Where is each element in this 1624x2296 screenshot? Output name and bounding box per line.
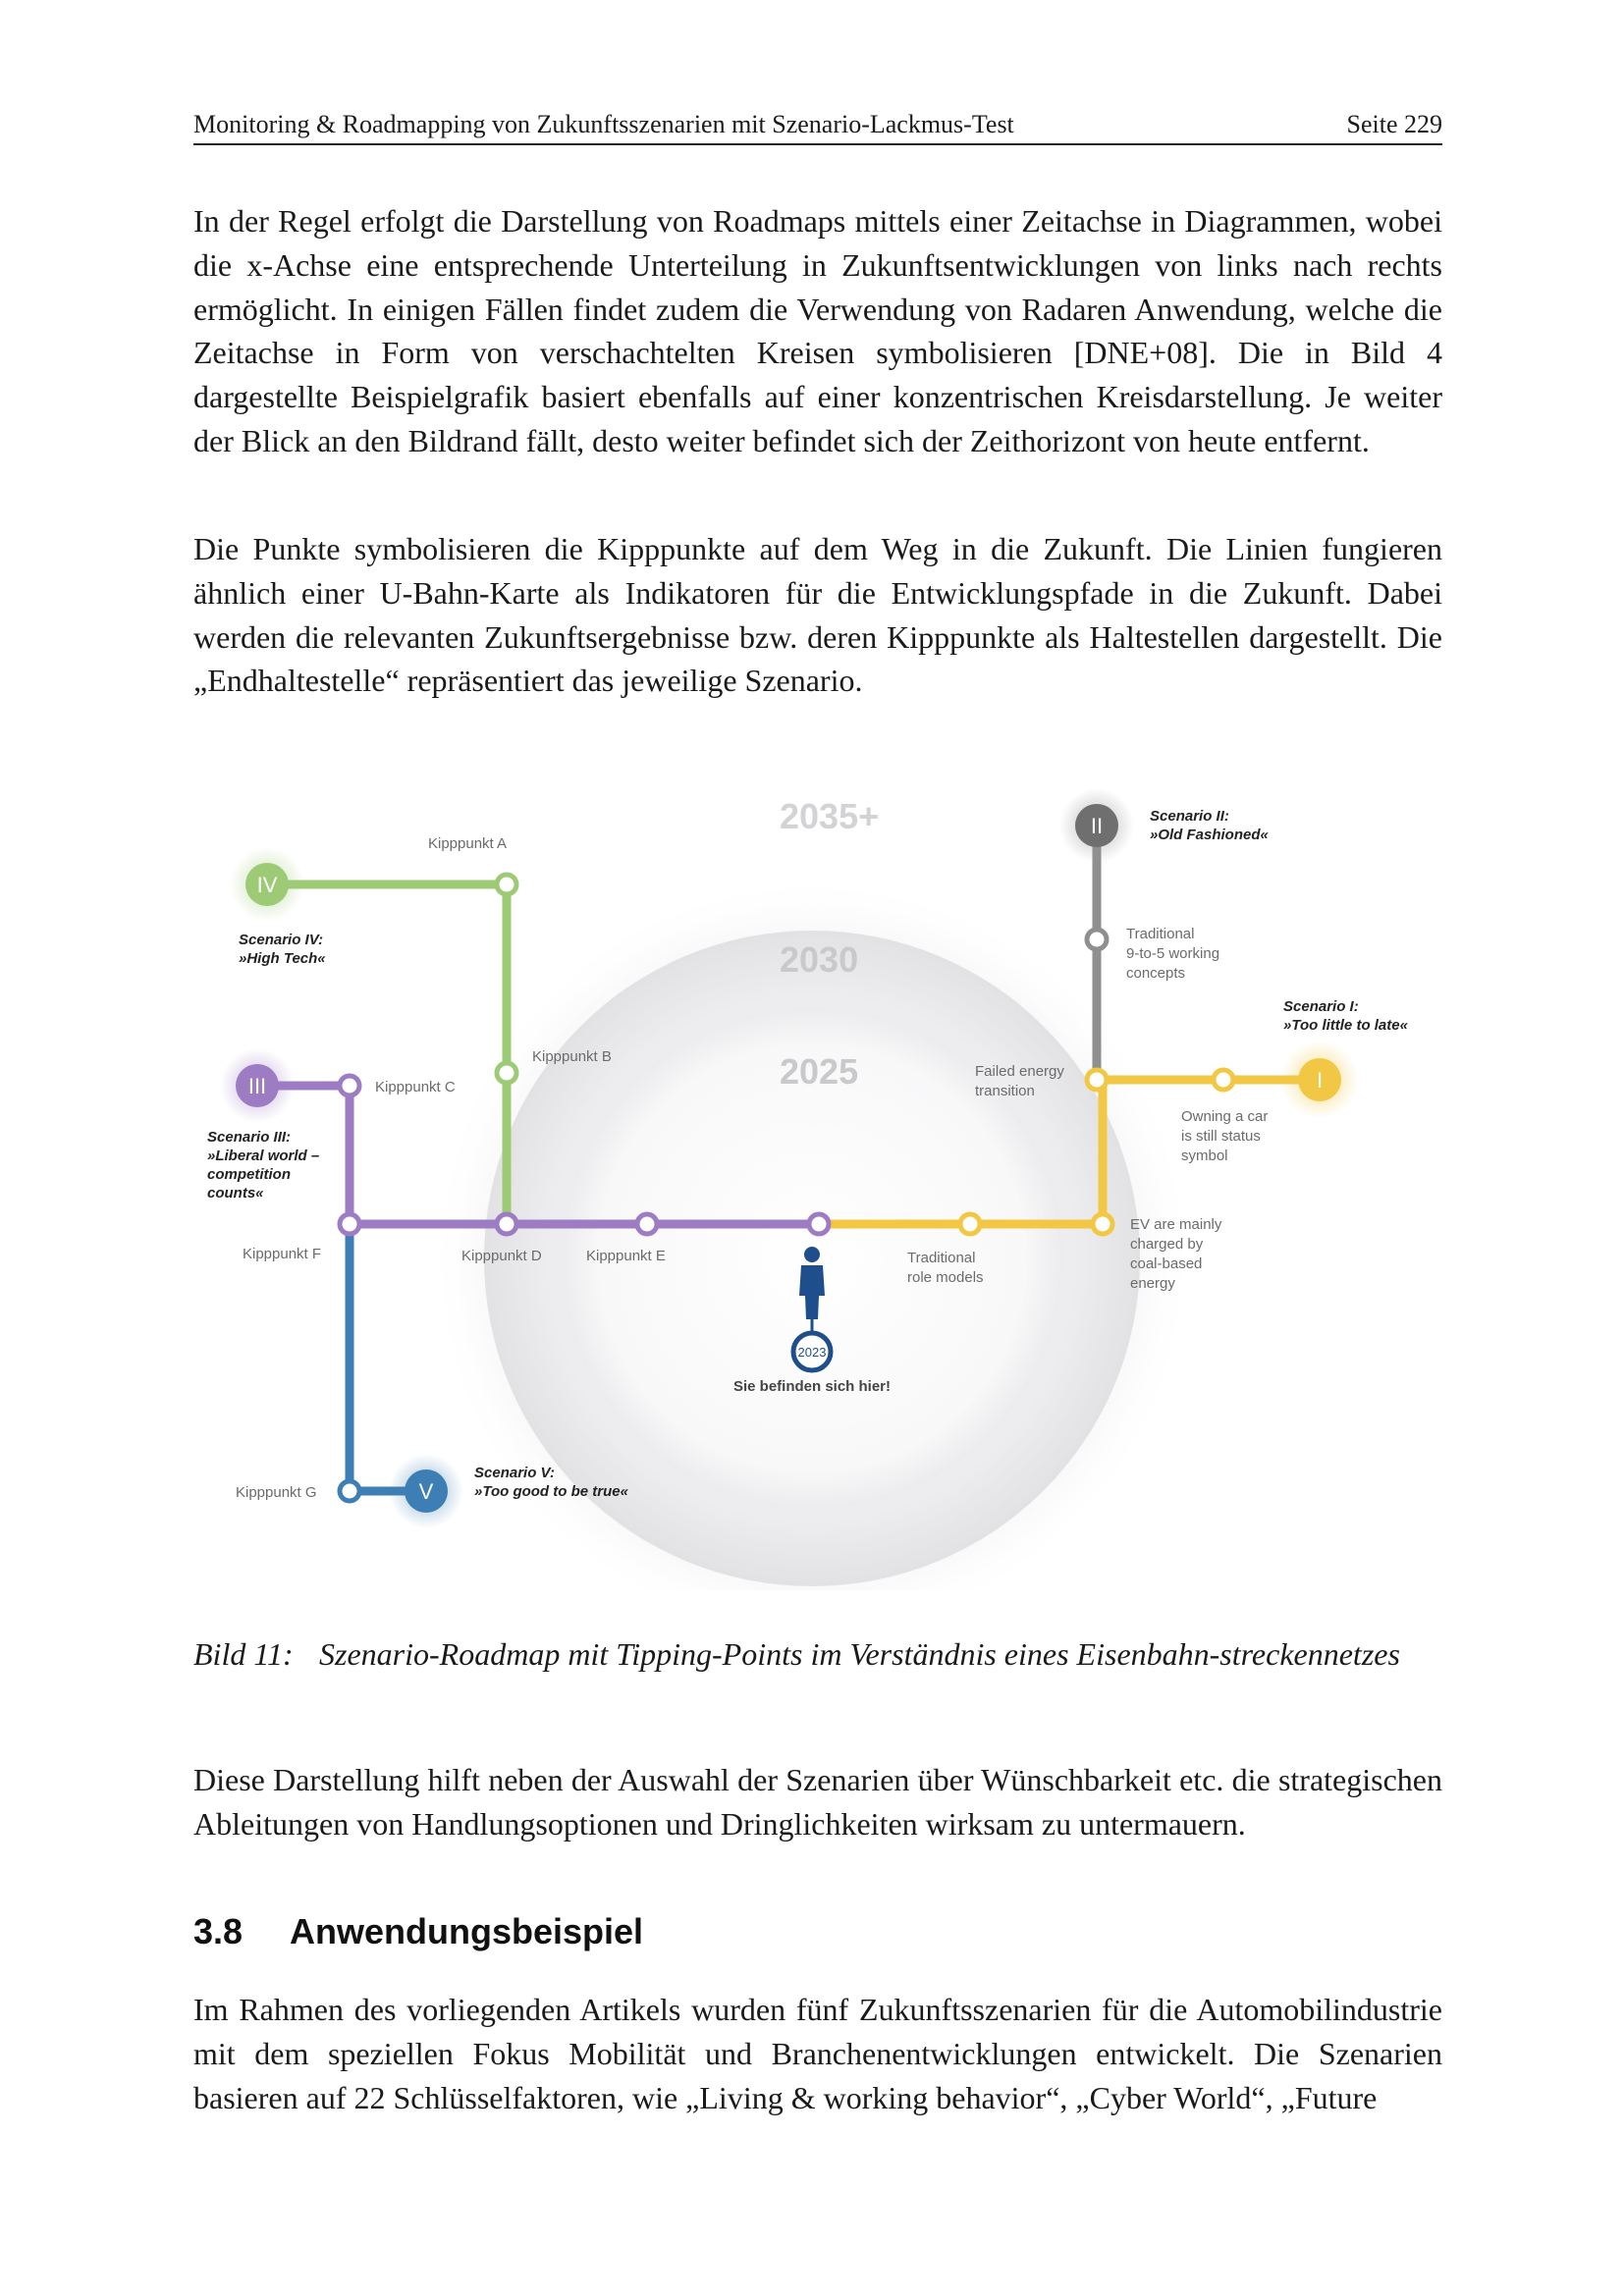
section-title: Anwendungsbeispiel [290,1911,644,1951]
station-traditional-work [1087,930,1107,949]
station-traditional-roles [960,1214,980,1234]
svg-text:IV: IV [256,873,278,897]
station-kipppunkt-g [340,1481,359,1501]
station-kipppunkt-a [497,875,516,894]
label-kipppunkt-e: Kipppunkt E [586,1248,666,1264]
station-kipppunkt-e [637,1214,657,1234]
label-traditional-work: Traditional 9-to-5 working concepts [1126,926,1220,982]
title-scenario-ii: Scenario II: »Old Fashioned« [1150,808,1269,843]
label-kipppunkt-a: Kipppunkt A [428,835,508,852]
route-blue [350,1224,426,1491]
scenario-iii-badge [220,1048,295,1123]
scenario-v-badge [389,1454,463,1528]
paragraph-anwendung: Im Rahmen des vorliegenden Artikels wurden fünf Zukunftsszenarien für die Automobilindustrie mit dem speziellen Fokus Mobilität und Branchenentwicklungen entwickelt. Die Szenarien basieren auf 22 Schlüsselfaktoren, wie „Living & working behavior“, „Cyber World“, „Future [193,1992,1442,2115]
year-label-2025: 2025 [780,1051,859,1092]
year-label-2030: 2030 [780,939,859,980]
section-number: 3.8 [193,1911,244,1951]
label-kipppunkt-f: Kipppunkt F [243,1246,322,1262]
svg-text:2023: 2023 [797,1345,827,1360]
label-kipppunkt-b: Kipppunkt B [532,1048,612,1065]
you-are-here-label: Sie befinden sich hier! [732,1378,892,1395]
svg-text:I: I [1316,1068,1324,1093]
station-kipppunkt-b [497,1063,516,1083]
station-ev-coal [1093,1214,1112,1234]
title-scenario-v: Scenario V: »Too good to be true« [474,1465,628,1500]
header-title: Monitoring & Roadmapping von Zukunftsszenarien mit Szenario-Lackmus-Test [193,110,1014,138]
running-header [193,108,1442,145]
label-kipppunkt-g: Kipppunkt G [236,1484,317,1501]
station-failed-energy [1087,1070,1107,1090]
svg-text:II: II [1090,814,1104,838]
label-owning-car: Owning a car is still status symbol [1181,1108,1269,1164]
scenario-ii-badge [1059,788,1134,863]
label-failed-energy: Failed energy transition [975,1063,1064,1099]
svg-text:V: V [418,1479,434,1504]
title-scenario-iii: Scenario III: »Liberal world – competition counts« [207,1129,320,1201]
scenario-iv-badge [230,847,304,922]
station-kipppunkt-d [497,1214,516,1234]
title-scenario-iv: Scenario IV: »High Tech« [239,932,326,967]
page-number: Seite 229 [1346,110,1442,138]
svg-text:III: III [247,1074,267,1098]
station-kipppunkt-f [340,1214,359,1234]
label-kipppunkt-d: Kipppunkt D [461,1248,542,1264]
scenario-i-badge [1280,1041,1359,1119]
paragraph-kipppunkte: Die Punkte symbolisieren die Kipppunkte auf dem Weg in die Zukunft. Die Linien fungieren ähnlich einer U-Bahn-Karte als Indikatoren für die Entwicklungspfade in die Zukunft. Dabei werden die relevanten Zukunftsergebnisse bzw. deren Kipppunkte als Haltestellen dargestellt. Die „Endhaltestelle“ repräsentiert das jeweilige Szenario. [193,531,1442,699]
year-label-2035: 2035+ [780,796,880,836]
caption-label: Bild 11: [193,1636,294,1672]
paragraph-darstellung: Diese Darstellung hilft neben der Auswahl der Szenarien über Wünschbarkeit etc. die strategischen Ableitungen von Handlungsoptionen und Dringlichkeiten wirksam zu untermauern. [193,1762,1442,1842]
label-kipppunkt-c: Kipppunkt C [375,1079,456,1095]
label-traditional-roles: Traditional role models [907,1250,984,1286]
roadmap-figure [193,756,1442,1590]
year-2023-badge [793,1333,831,1370]
section-heading [193,1911,1442,1952]
caption-text: Szenario-Roadmap mit Tipping-Points im Verständnis eines Eisenbahn-streckennetzes [319,1636,1400,1672]
paragraph-roadmaps: In der Regel erfolgt die Darstellung von Roadmaps mittels einer Zeitachse in Diagrammen, wobei die x-Achse eine entsprechende Unterteilung in Zukunftsentwicklungen von links nach rechts ermöglicht. In einigen Fällen findet zudem die Verwendung von Radaren Anwendung, welche die Zeitachse in Form von verschachtelten Kreisen symbolisieren [DNE+08]. Die in Bild 4 dargestellte Beispielgrafik basiert ebenfalls auf einer konzentrischen Kreisdarstellung. Je weiter der Blick an den Bildrand fällt, desto weiter befindet sich der Zeithorizont von heute entfernt. [193,203,1442,458]
station-owning-car [1214,1070,1233,1090]
title-scenario-i: Scenario I: »Too little to late« [1283,998,1408,1034]
label-ev-coal: EV are mainly charged by coal-based energy [1130,1216,1222,1292]
station-present [809,1214,829,1234]
station-kipppunkt-c [340,1076,359,1095]
